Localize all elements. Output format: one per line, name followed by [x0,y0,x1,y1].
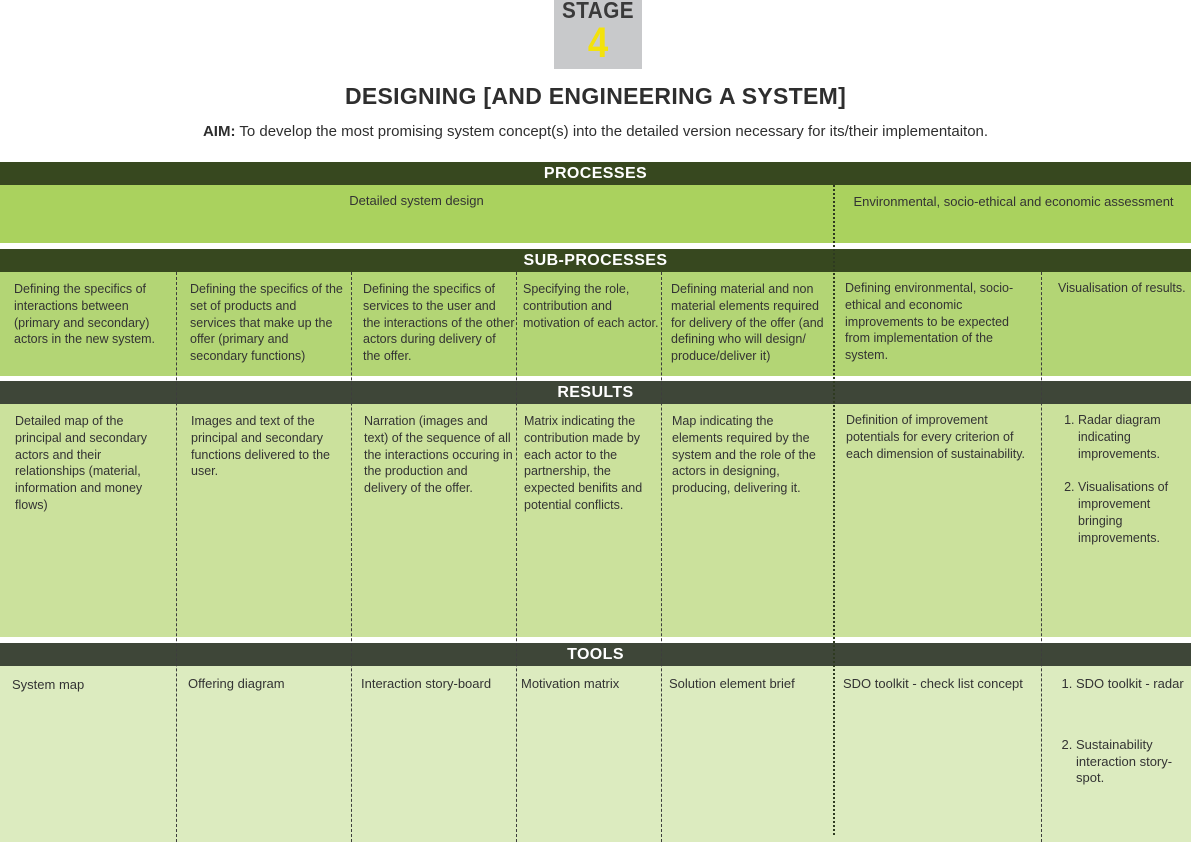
tools-header [0,643,1191,666]
results-heading: RESULTS [557,384,634,401]
process-assessment: Environmental, socio-ethical and economic assessment [853,194,1174,209]
result-list-item: 1. Radar diagram indicating improvements. [1078,412,1174,462]
column-divider [661,272,662,842]
result-cell: Narration (images and text) of the sequence of all the interactions occuring in the production and delivery of the offer. [364,414,513,496]
column-divider [516,272,517,842]
stage-badge [554,0,642,69]
tool-cell: Solution element brief [669,676,795,691]
subprocesses-header [0,249,1191,272]
aim-label: AIM: [202,123,236,140]
process-detailed-system-design: Detailed system design [349,193,484,208]
result-list [1056,412,1174,564]
result-cell: Map indicating the elements required by the system and the role of the actors in designing, producing, delivering it. [672,414,816,496]
column-divider [1041,272,1042,842]
tool-cell: System map [12,677,85,692]
processes-header [0,162,1191,185]
result-cell: Matrix indicating the contribution made by each actor to the partnership, the expected benifits and potential conflicts. [524,414,643,512]
tool-cell: SDO toolkit - check list concept [843,676,1023,691]
subprocesses-heading: SUB-PROCESSES [523,252,668,269]
aim-statement [0,123,1191,140]
tool-cell: Interaction story-board [361,676,492,691]
subprocess-cell: Defining environmental, socio-ethical and economic improvements to be expected from implementation of the system. [845,281,1014,363]
tools-heading: TOOLS [567,646,624,663]
process-divider [833,185,835,835]
subprocess-cell: Defining material and non material elements required for delivery of the offer (and defining who will design/ produce/deliver it) [671,282,824,364]
tool-list-item: 2. Sustainability interaction story-spot. [1076,737,1184,787]
column-divider [351,272,352,842]
column-divider [176,272,177,842]
results-header [0,381,1191,404]
tool-list [1054,676,1184,804]
tool-cell: Offering diagram [188,676,285,691]
subprocess-cell: Specifying the role, contribution and motivation of each actor. [523,282,659,330]
result-cell: Detailed map of the principal and secondary actors and their relationships (material, information and money flows) [15,414,148,512]
stage-label: STAGE [561,0,635,23]
subprocess-cell: Defining the specifics of services to the user and the interactions of the other actors during delivery of the offer. [363,282,515,364]
result-cell: Definition of improvement potentials for every criterion of each dimension of sustainability. [846,413,1026,461]
stage-number: 4 [587,19,609,67]
tool-cell: Motivation matrix [521,676,620,691]
result-cell: Images and text of the principal and secondary functions delivered to the user. [191,414,330,479]
aim-text: To develop the most promising system concept(s) into the detailed version necessary for its/their implementaiton. [239,123,989,140]
result-list-item: 2. Visualisations of improvement bringing improvements. [1078,479,1174,546]
subprocess-cell: Visualisation of results. [1058,281,1186,295]
tool-list-item: 1. SDO toolkit - radar [1076,676,1184,693]
processes-heading: PROCESSES [543,165,648,182]
subprocess-cell: Defining the specifics of interactions between (primary and secondary) actors in the new system. [14,282,156,347]
subprocess-cell: Defining the specifics of the set of products and services that make up the offer (primary and secondary functions) [190,282,343,364]
page-title: DESIGNING [AND ENGINEERING A SYSTEM] [344,83,847,109]
